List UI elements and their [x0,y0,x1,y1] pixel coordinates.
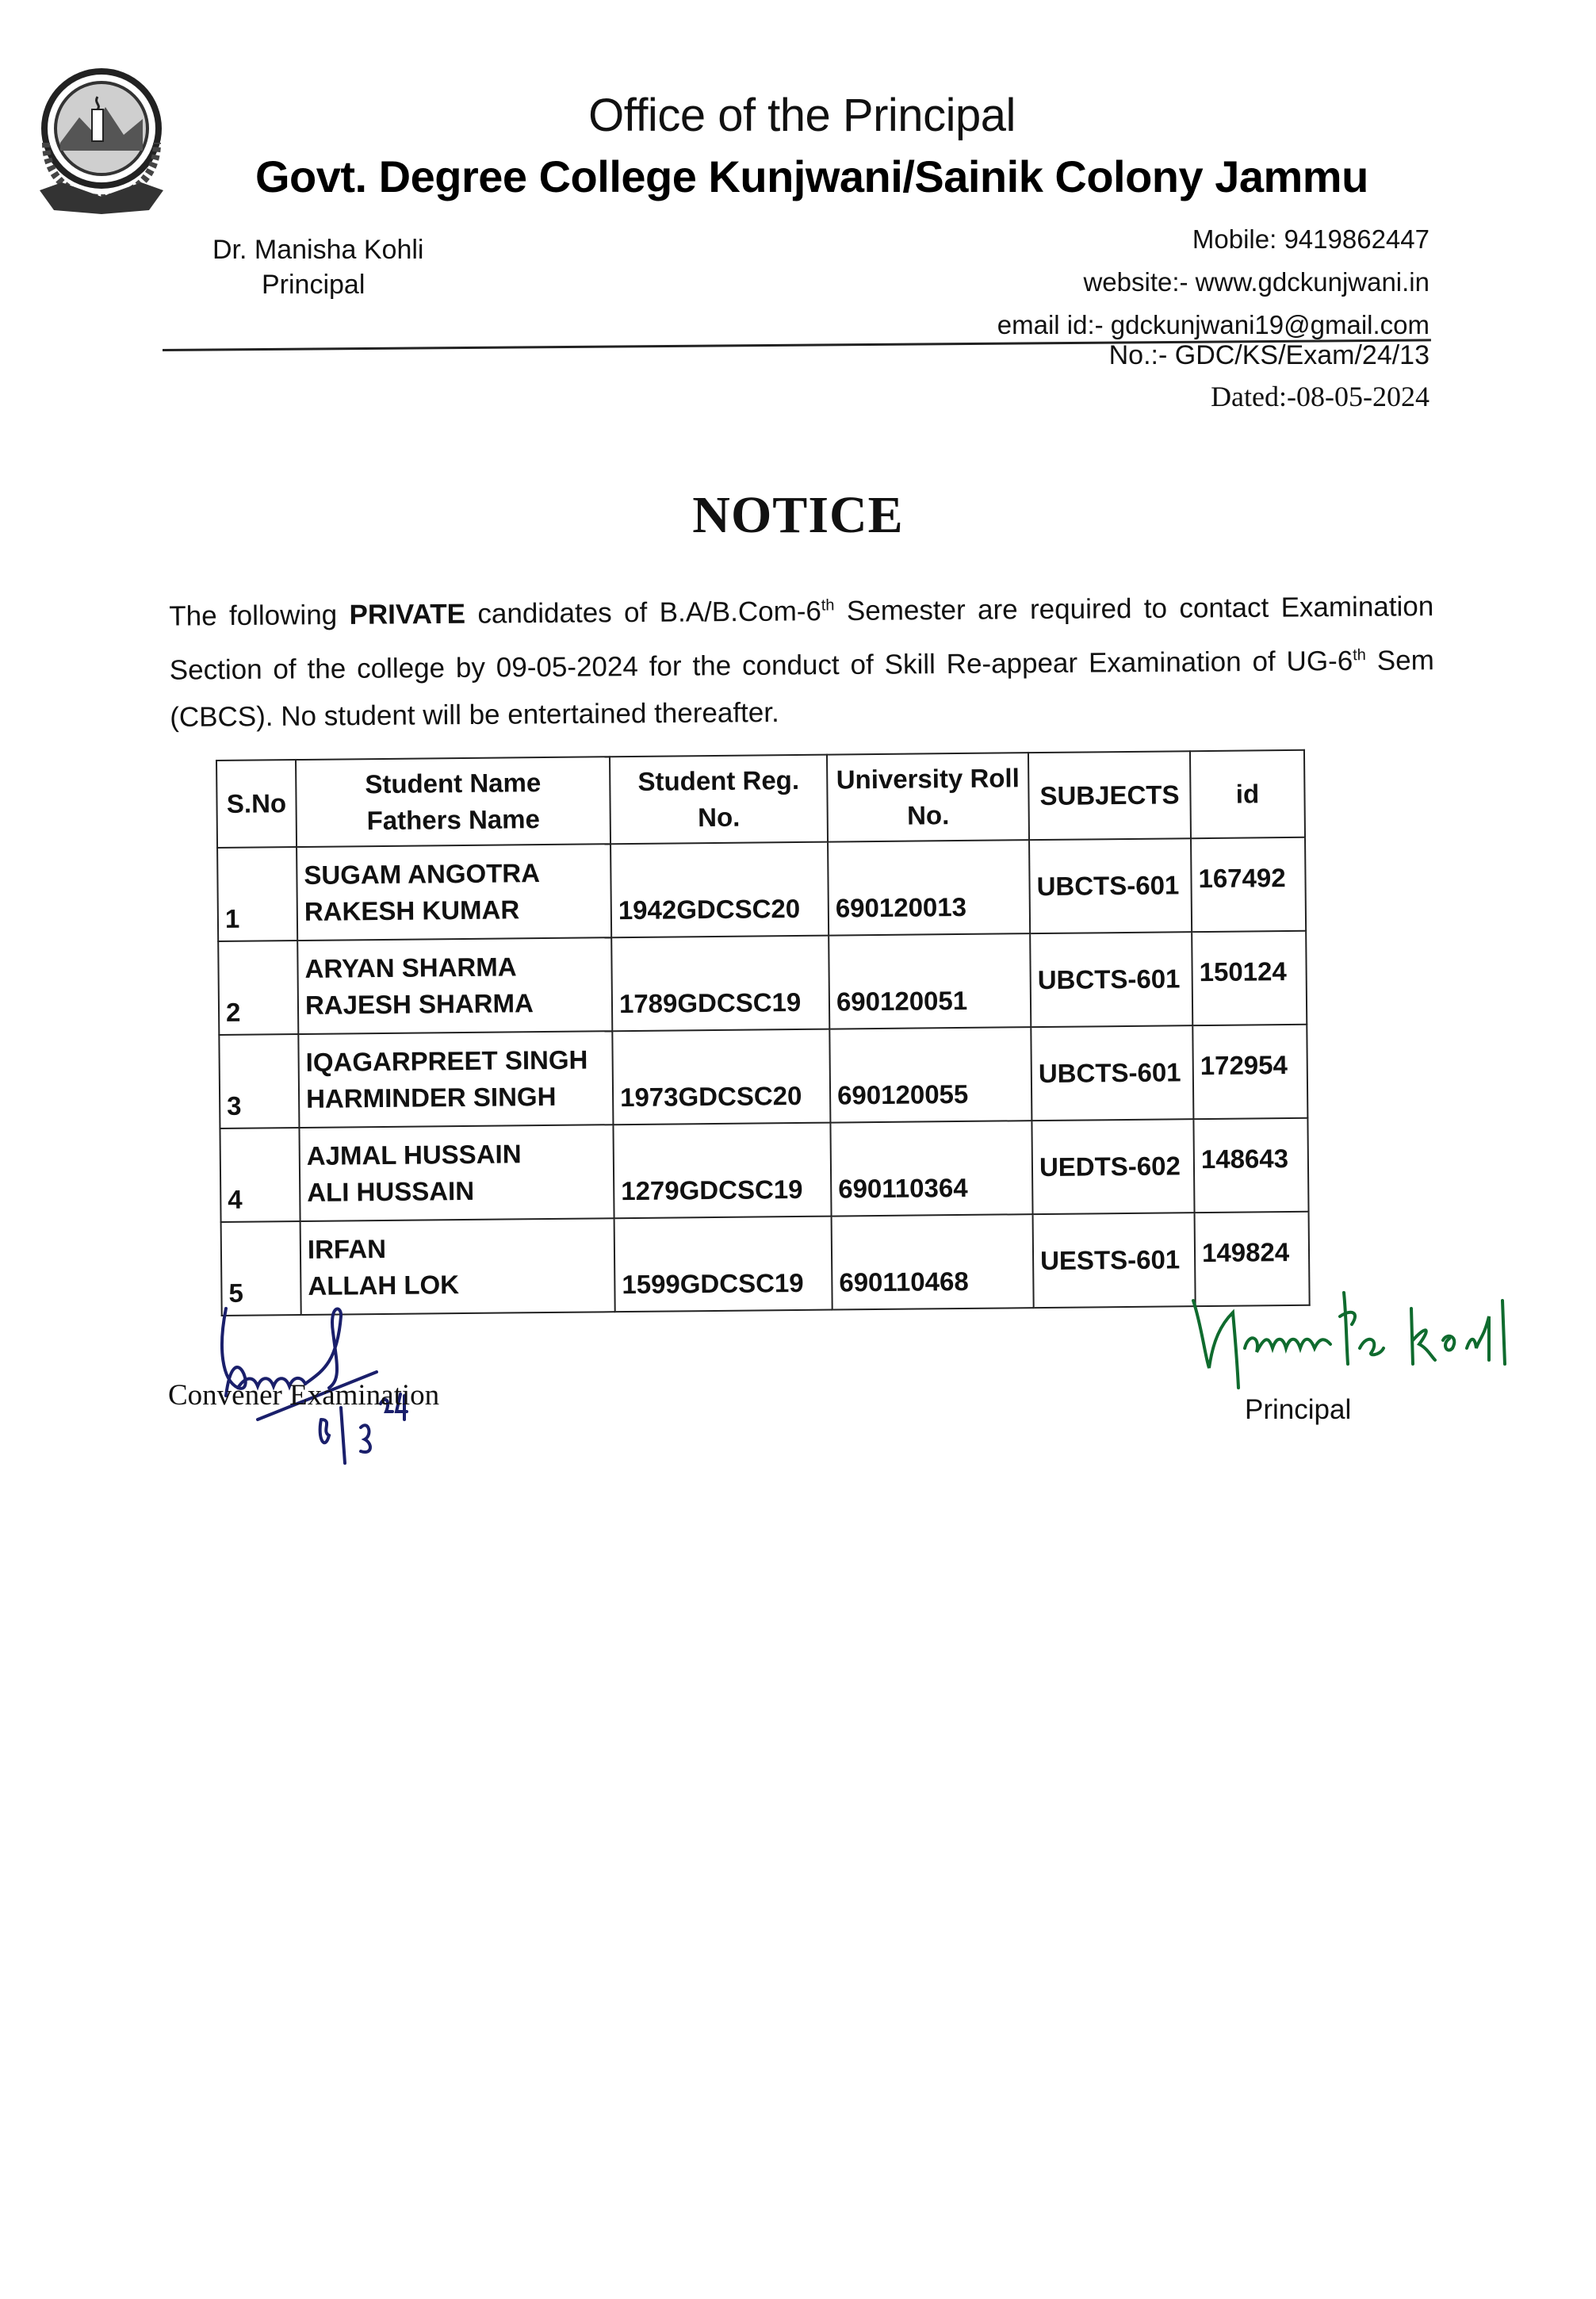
header-student-father-name [296,757,610,847]
header-father-name: Fathers Name [366,804,541,836]
cell-reg-no: 1973GDCSC20 [612,1029,830,1125]
cell-roll-no: 690110468 [832,1214,1034,1309]
notice-text: The following [169,599,350,632]
father-name: RAKESH KUMAR [304,895,520,926]
cell-id: 167492 [1191,837,1306,932]
student-name: AJMAL HUSSAIN [306,1139,522,1171]
father-name: ALLAH LOK [308,1270,460,1301]
mobile-number: Mobile: 9419862447 [1192,224,1430,254]
notice-private-emphasis: PRIVATE [349,598,466,630]
cell-id: 149824 [1195,1212,1310,1306]
header-label: No. [697,802,741,833]
reference-number: No.:- GDC/KS/Exam/24/13 [1108,340,1430,370]
cell-subject: UEDTS-602 [1031,1119,1194,1214]
cell-reg-no: 1789GDCSC19 [611,936,829,1032]
table-row [220,1118,1308,1222]
principal-name: Dr. Manisha Kohli [212,235,424,265]
cell-roll-no: 690120051 [829,933,1031,1029]
table-row [217,837,1306,941]
cell-subject: UESTS-601 [1033,1213,1196,1308]
reference-block [1109,335,1430,417]
principal-signature-icon [1189,1269,1596,1412]
principal-title: Principal [262,270,366,300]
cell-names [298,1031,613,1128]
cell-names [297,937,612,1034]
header-label: University Roll [836,763,1020,795]
dated: Dated:-08-05-2024 [1211,381,1430,412]
header-roll-no [827,753,1029,841]
cell-id: 148643 [1193,1118,1308,1213]
header-student-name: Student Name [365,768,542,799]
superscript: th [1353,646,1366,664]
notice-heading: NOTICE [692,486,904,544]
header-label: Student Reg. [637,764,800,796]
table-header-row [216,750,1305,848]
superscript: th [821,596,835,615]
convener-examination-label: Convener Examination [168,1379,440,1412]
cell-reg-no: 1279GDCSC19 [613,1123,831,1219]
contact-block [997,218,1430,347]
header-label: No. [906,800,950,830]
cell-roll-no: 690120055 [829,1027,1031,1122]
email-link[interactable]: email id:- gdckunjwani19@gmail.com [997,310,1430,339]
father-name: HARMINDER SINGH [305,1081,557,1113]
student-name: SUGAM ANGOTRA [304,858,541,890]
table-row [219,1025,1307,1128]
principal-label: Principal [1245,1394,1352,1425]
cell-names [297,844,611,941]
cell-id: 172954 [1192,1025,1307,1119]
cell-sno: 2 [218,941,298,1035]
cell-sno: 1 [217,847,297,941]
cell-subject: UBCTS-601 [1029,838,1192,933]
table-row [218,931,1307,1035]
notice-text: candidates of B.A/B.Com-6 [465,596,822,630]
notice-body [169,577,1434,741]
header-subjects: SUBJECTS [1028,751,1191,840]
cell-id: 150124 [1192,931,1307,1025]
student-name: IQAGARPREET SINGH [305,1044,588,1077]
cell-sno: 3 [219,1034,299,1128]
candidates-table [216,749,1311,1316]
office-title: Office of the Principal [588,90,1016,141]
website-link[interactable]: website:- www.gdckunjwani.in [1083,267,1430,297]
notice-text: Sem (CBCS). No student will be entertained thereafter. [170,644,1434,734]
header-reg-no [610,755,828,845]
cell-subject: UBCTS-601 [1030,932,1192,1027]
cell-reg-no: 1599GDCSC19 [614,1217,832,1312]
cell-names [299,1125,614,1221]
cell-roll-no: 690110364 [830,1121,1032,1216]
cell-sno: 5 [221,1221,301,1316]
cell-roll-no: 690120013 [828,840,1030,935]
student-name: IRFAN [307,1233,387,1264]
father-name: ALI HUSSAIN [307,1175,475,1207]
student-name: ARYAN SHARMA [304,952,517,983]
cell-sno: 4 [220,1128,300,1222]
header-id: id [1190,750,1305,838]
cell-reg-no: 1942GDCSC20 [610,842,829,938]
college-name: Govt. Degree College Kunjwani/Sainik Colony Jammu [255,151,1368,201]
father-name: RAJESH SHARMA [304,988,534,1020]
notice-text: Semester are required to contact Examination Section of the college by 09-05-2024 for the conduct of Skill Re-appear Examination of UG-6 [169,591,1434,686]
header-sno: S.No [216,760,297,848]
cell-subject: UBCTS-601 [1031,1025,1193,1121]
